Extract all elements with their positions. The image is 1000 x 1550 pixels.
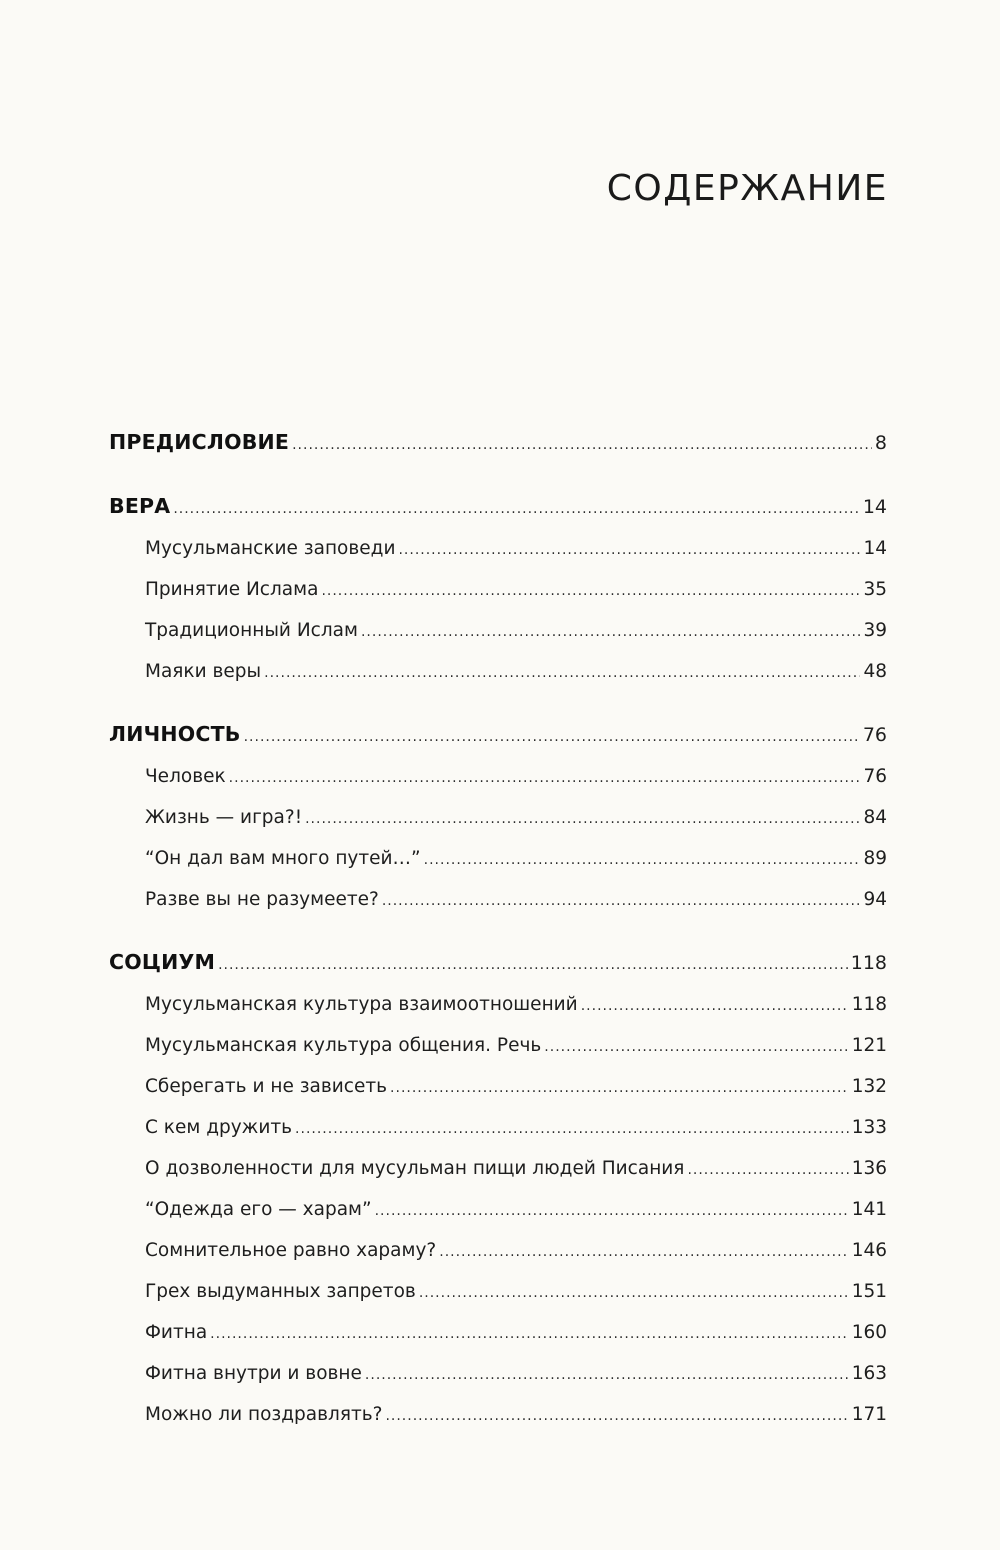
toc-entry[interactable] [109,1025,887,1066]
toc-entry[interactable] [109,1394,887,1435]
toc-section-title: ВЕРА [109,494,171,518]
dot-leader [244,715,860,759]
toc-page-number: 94 [863,889,887,910]
toc-section-title: СОЦИУМ [109,950,216,974]
dot-leader [229,758,861,799]
toc-page-number: 8 [874,432,887,454]
toc-entry[interactable] [109,797,887,838]
toc-entry-title: Традиционный Ислам [145,620,358,641]
toc-entry-title: Можно ли поздравлять? [145,1404,383,1425]
toc-entry-title: Фитна внутри и вовне [145,1363,362,1384]
toc-section-personality [109,712,887,920]
dot-leader [218,943,848,987]
toc-entry-title: Мусульманская культура общения. Речь [145,1035,542,1056]
toc-entry-title: Грех выдуманных запретов [145,1281,416,1302]
toc-page-number: 133 [851,1117,887,1138]
toc-section-heading[interactable] [109,484,887,528]
dot-leader [173,487,859,531]
toc-entry[interactable] [109,984,887,1025]
toc-entry-title: Сберегать и не зависеть [145,1076,388,1097]
toc-entry[interactable] [109,1189,887,1230]
toc-entry[interactable] [109,1230,887,1271]
toc-entry-title: С кем дружить [145,1117,293,1138]
toc-entry-title: Жизнь — игра?! [145,807,303,828]
toc-section-preface [109,420,887,464]
dot-leader [439,1232,848,1273]
toc-section-heading[interactable] [109,940,887,984]
page-title: СОДЕРЖАНИЕ [606,168,888,209]
toc-entry-title: Мусульманская культура взаимоотношений [145,994,578,1015]
toc-entry[interactable] [109,1353,887,1394]
toc-page-number: 151 [851,1281,887,1302]
toc-entry-title: Маяки веры [145,661,262,682]
toc-section-title: ПРЕДИСЛОВИЕ [109,430,290,454]
toc-page-number: 118 [850,952,887,974]
toc-entry[interactable] [109,651,887,692]
toc-page-number: 171 [851,1404,887,1425]
toc-page-number: 121 [851,1035,887,1056]
toc-page-number: 84 [863,807,887,828]
toc-entry[interactable] [109,1107,887,1148]
toc-entry[interactable] [109,1271,887,1312]
dot-leader [210,1314,849,1355]
toc-entry-title: О дозволенности для мусульман пищи людей Писания [145,1158,685,1179]
dot-leader [544,1027,848,1068]
dot-leader [398,530,860,571]
dot-leader [382,881,861,922]
toc-entry-title: “Одежда его — харам” [145,1199,372,1220]
dot-leader [687,1150,848,1191]
toc-entry[interactable] [109,1148,887,1189]
toc-entry[interactable] [109,528,887,569]
toc-page-number: 48 [863,661,887,682]
dot-leader [390,1068,849,1109]
toc-page-number: 35 [863,579,887,600]
toc-page-number: 163 [851,1363,887,1384]
dot-leader [419,1273,849,1314]
toc-page-number: 39 [863,620,887,641]
dot-leader [295,1109,849,1150]
toc-entry[interactable] [109,879,887,920]
toc-entry-title: Принятие Ислама [145,579,319,600]
dot-leader [365,1355,849,1396]
dot-leader [292,423,872,467]
toc-entry[interactable] [109,610,887,651]
toc-page-number: 118 [851,994,887,1015]
toc-entry-title: Человек [145,766,226,787]
toc-page-number: 89 [863,848,887,869]
toc-entry[interactable] [109,1066,887,1107]
toc-entry[interactable] [109,838,887,879]
toc-entry-title: Сомнительное равно хараму? [145,1240,437,1261]
toc-page-number: 76 [862,724,887,746]
toc-entry-title: Фитна [145,1322,208,1343]
dot-leader [375,1191,849,1232]
toc-page-number: 141 [851,1199,887,1220]
table-of-contents [109,420,887,1435]
toc-page-number: 146 [851,1240,887,1261]
toc-page-number: 160 [851,1322,887,1343]
dot-leader [305,799,860,840]
toc-section-heading[interactable] [109,712,887,756]
toc-section-faith [109,484,887,692]
toc-section-title: ЛИЧНОСТЬ [109,722,241,746]
toc-section-society [109,940,887,1435]
toc-section-heading[interactable] [109,420,887,464]
toc-page-number: 136 [851,1158,887,1179]
toc-entry-title: Разве вы не разумеете? [145,889,379,910]
dot-leader [581,986,849,1027]
dot-leader [424,840,861,881]
dot-leader [321,571,860,612]
toc-page-number: 76 [863,766,887,787]
toc-page-number: 14 [862,496,887,518]
toc-entry[interactable] [109,569,887,610]
toc-entry-title: Мусульманские заповеди [145,538,396,559]
toc-entry[interactable] [109,756,887,797]
toc-entry[interactable] [109,1312,887,1353]
dot-leader [385,1396,848,1437]
toc-page-number: 132 [851,1076,887,1097]
dot-leader [361,612,860,653]
toc-page-number: 14 [863,538,887,559]
toc-entry-title: “Он дал вам много путей…” [145,848,421,869]
dot-leader [264,653,860,694]
